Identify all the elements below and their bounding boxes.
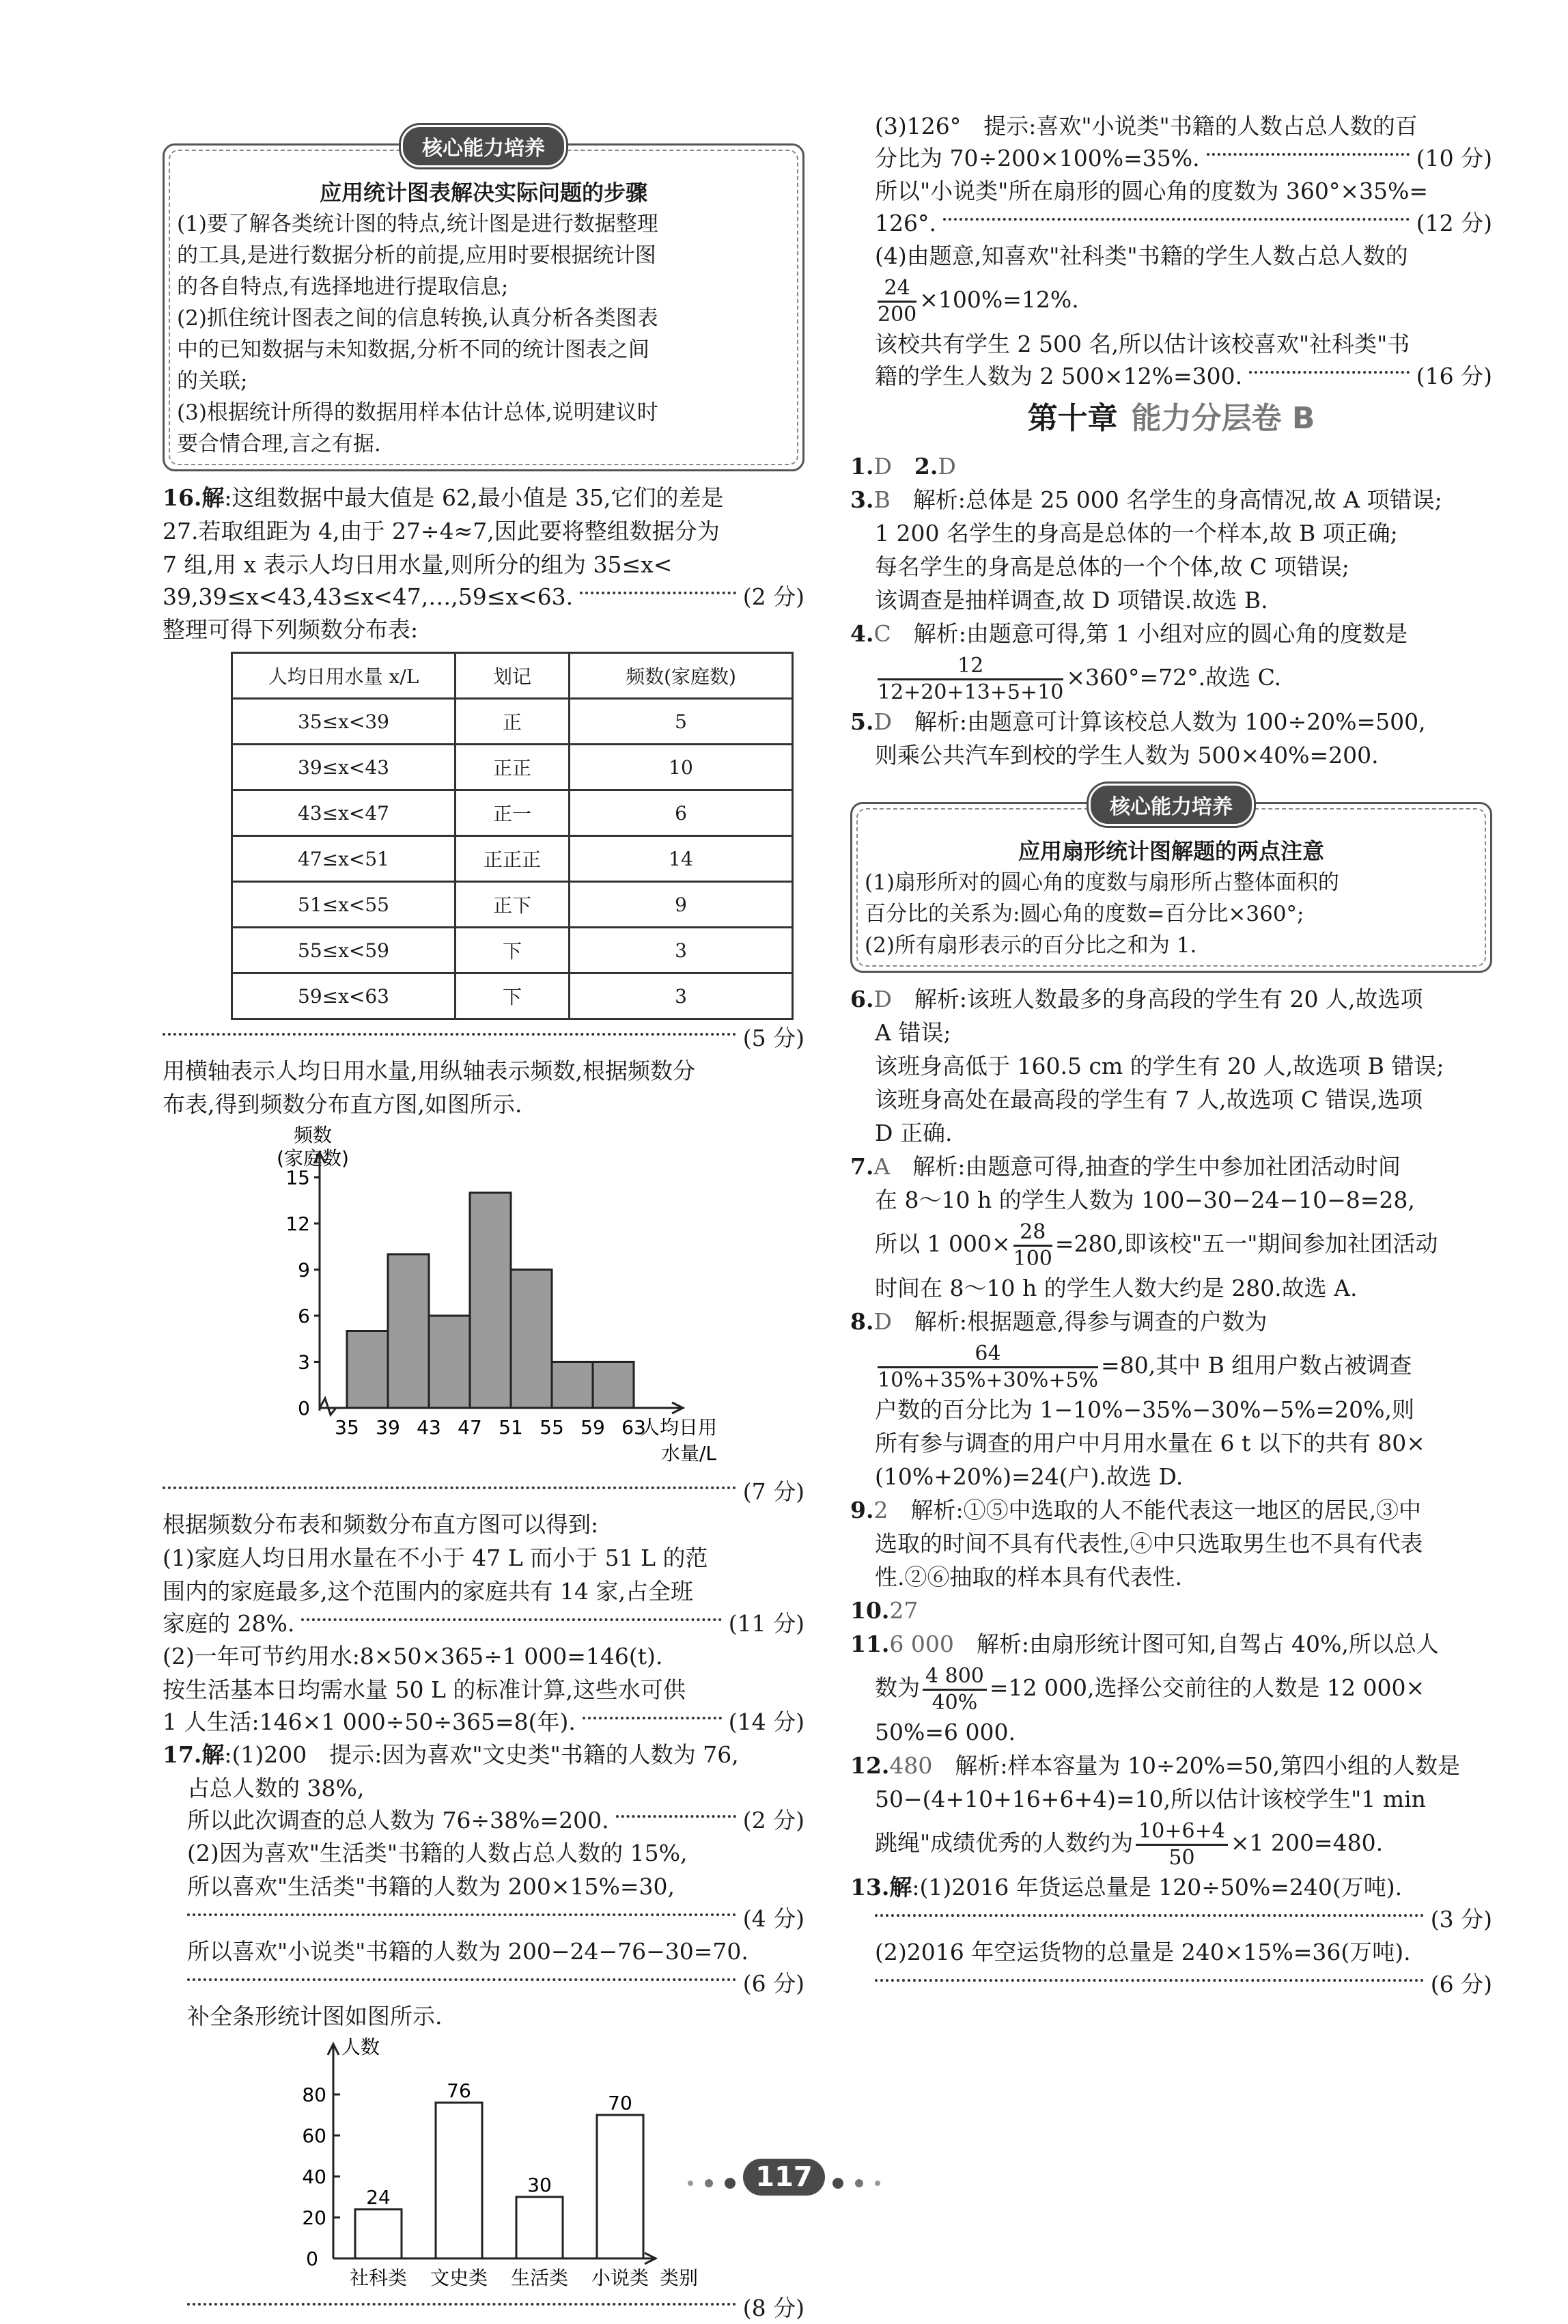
bar-value-label: 24 <box>366 2186 391 2209</box>
decor-dot <box>832 2178 843 2189</box>
hist-x-tick-label: 51 <box>499 1416 523 1439</box>
decor-dot <box>688 2181 693 2186</box>
fraction <box>878 654 1063 705</box>
question-number: 10. <box>850 1597 890 1624</box>
table-row <box>232 973 793 1019</box>
table-cell: 43≤x<47 <box>232 790 456 836</box>
analysis-text: 解析:由题意可得,第 1 小组对应的圆心角的度数是 <box>913 620 1408 647</box>
analysis-line: 每名学生的身高是总体的一个个体,故 C 项错误; <box>875 553 1349 580</box>
score-line <box>163 1968 804 2000</box>
score: (6 分) <box>742 1970 804 1997</box>
q16-text: 家庭的 28%. <box>163 1610 295 1637</box>
answer-letter: D <box>873 708 892 735</box>
answer-5 <box>850 705 1492 738</box>
answer-13 <box>850 1870 1492 1904</box>
hist-x-tick-label: 59 <box>580 1416 605 1439</box>
q17b-text: 籍的学生人数为 2 500×12%=300. <box>875 363 1243 389</box>
right-column <box>850 109 1492 2000</box>
question-number: 8. <box>850 1308 874 1335</box>
table-cell: 3 <box>570 928 793 973</box>
table-row <box>232 836 793 882</box>
q17b-text: 126°. <box>875 210 936 236</box>
hist-bar <box>593 1362 634 1409</box>
tip-box-statistics-steps <box>163 137 804 471</box>
table-cell: 正正 <box>456 745 570 790</box>
bar-category-label: 生活类 <box>510 2267 569 2289</box>
table-cell: 正正正 <box>456 836 570 882</box>
analysis-line: D 正确. <box>875 1120 953 1146</box>
question-number: 7. <box>850 1153 874 1180</box>
bar-ylabel: 人数 <box>341 2036 380 2058</box>
hist-bar <box>511 1270 552 1409</box>
score-line <box>850 1969 1492 2000</box>
fraction <box>923 1664 987 1715</box>
score: (14 分) <box>728 1709 804 1735</box>
bar-category-label: 社科类 <box>349 2267 408 2289</box>
hist-axis-break <box>320 1398 336 1415</box>
table-cell: 10 <box>570 745 793 790</box>
score: (5 分) <box>742 1025 804 1051</box>
score-line <box>850 1904 1492 1935</box>
hist-x-tick-label: 43 <box>417 1416 441 1439</box>
decor-dot <box>705 2179 713 2187</box>
analysis-text: 解析:由题意可得,抽查的学生中参加社团活动时间 <box>912 1153 1401 1180</box>
bar-value-label: 30 <box>527 2174 552 2196</box>
question-number: 11. <box>850 1631 890 1657</box>
analysis-text: 解析:样本容量为 10÷20%=50,第四小组的人数是 <box>955 1752 1461 1779</box>
analysis-line: 选取的时间不具有代表性,④中只选取男生也不具有代表 <box>875 1530 1423 1557</box>
tip-line: 的工具,是进行数据分析的前提,应用时要根据统计图 <box>177 243 656 268</box>
analysis-text: =80,其中 B 组用户数占被调查 <box>1101 1352 1412 1379</box>
q17b-text: ×100%=12%. <box>919 286 1079 313</box>
hist-y-tick-label: 12 <box>285 1213 310 1235</box>
answer-1-2 <box>850 449 1492 483</box>
fraction-denominator: 40% <box>932 1690 978 1715</box>
analysis-line: 在 8～10 h 的学生人数为 100−30−24−10−8=28, <box>875 1187 1415 1213</box>
leader-dots <box>1207 153 1410 156</box>
table-row <box>232 790 793 836</box>
analysis-text: =280,即该校"五一"期间参加社团活动 <box>1054 1230 1438 1257</box>
analysis-line: 50%=6 000. <box>875 1719 1016 1745</box>
analysis-text: 解析:该班人数最多的身高段的学生有 20 人,故选项 <box>914 986 1423 1012</box>
fraction-denominator: 200 <box>878 302 917 327</box>
question-number: 2. <box>914 453 938 480</box>
q16-conclusion: 根据频数分布表和频数分布直方图可以得到: <box>163 1511 599 1538</box>
tip-line: 的各自特点,有选择地进行提取信息; <box>177 275 509 299</box>
analysis-fraction-line <box>850 650 1492 705</box>
answer-letter: A <box>873 1153 891 1180</box>
answer-letter: B <box>873 486 891 513</box>
analysis-line: 该调查是抽样调查,故 D 项错误.故选 B. <box>875 587 1268 613</box>
analysis-line: 1 200 名学生的身高是总体的一个样本,故 B 项正确; <box>875 520 1398 547</box>
analysis-text: =12 000,选择公交前往的人数是 12 000× <box>989 1674 1425 1701</box>
answer-6 <box>850 982 1492 1016</box>
analysis-text: 解析:根据题意,得参与调查的户数为 <box>914 1308 1268 1335</box>
analysis-line: (10%+20%)=24(户).故选 D. <box>875 1463 1184 1490</box>
table-row <box>232 882 793 928</box>
q16-line <box>163 481 804 514</box>
answer-7 <box>850 1150 1492 1183</box>
analysis-text: 数为 <box>875 1674 920 1701</box>
score-line <box>163 1023 804 1054</box>
tip-line: (2)抓住统计图表之间的信息转换,认真分析各类图表 <box>177 306 658 331</box>
fraction-numerator: 4 800 <box>923 1664 987 1691</box>
q16-text: :这组数据中最大值是 62,最小值是 35,它们的差是 <box>224 484 724 511</box>
analysis-line: 所有参与调查的用户中月用水量在 6 t 以下的共有 80× <box>875 1430 1425 1456</box>
q17-line-with-score <box>163 1805 804 1836</box>
bar-y-tick-label: 40 <box>302 2166 326 2188</box>
fraction <box>1013 1220 1052 1271</box>
answer-letter: 480 <box>889 1752 933 1779</box>
fraction-numerator: 64 <box>878 1342 1098 1368</box>
hist-ylabel: 频数 <box>293 1124 333 1146</box>
analysis-line: 50−(4+10+16+6+4)=10,所以估计该校学生"1 min <box>875 1786 1426 1812</box>
analysis-text: :(1)2016 年货运总量是 120÷50%=240(万吨). <box>912 1874 1403 1900</box>
leader-dots <box>875 1979 1424 1982</box>
hist-bar <box>552 1362 593 1409</box>
left-column <box>163 116 804 2324</box>
score-line <box>163 2293 804 2324</box>
hist-y-tick-label: 9 <box>298 1258 310 1282</box>
q16-conclusion: (1)家庭人均日用水量在不小于 47 L 而小于 51 L 的范 <box>163 1545 708 1571</box>
answer-letter: 6 000 <box>889 1631 954 1657</box>
leader-dots <box>943 218 1410 221</box>
analysis-text: 跳绳"成绩优秀的人数约为 <box>875 1829 1134 1856</box>
hist-x-tick-label: 35 <box>335 1416 359 1439</box>
answer-letter: D <box>873 986 892 1012</box>
score: (16 分) <box>1416 363 1492 389</box>
q17b-line-with-score <box>850 208 1492 239</box>
tip-title: 应用统计图表解决实际问题的步骤 <box>319 180 647 206</box>
table-cell: 47≤x<51 <box>232 836 456 882</box>
bar <box>355 2209 402 2258</box>
analysis-line: (2)2016 年空运货物的总量是 240×15%=36(万吨). <box>875 1939 1411 1965</box>
answer-3 <box>850 483 1492 516</box>
q16-hist-text: 用横轴表示人均日用水量,用纵轴表示频数,根据频数分 <box>163 1057 695 1084</box>
bar <box>516 2197 563 2258</box>
q17-line <box>163 1738 804 1771</box>
analysis-fraction-line <box>850 1217 1492 1271</box>
answer-letter: C <box>873 620 891 647</box>
bar-y-tick-label: 0 <box>306 2247 318 2270</box>
table-cell: 正一 <box>456 790 570 836</box>
tip-line: (2)所有扇形表示的百分比之和为 1. <box>865 933 1197 958</box>
q17b-fraction-line <box>850 273 1492 327</box>
hist-bar <box>388 1254 429 1408</box>
answer-letter: D <box>873 1308 892 1335</box>
fraction <box>1136 1819 1228 1870</box>
score: (7 分) <box>742 1478 804 1505</box>
answer-8 <box>850 1305 1492 1338</box>
q17b-line-with-score <box>850 361 1492 392</box>
q16-conclusion: (2)一年可节约用水:8×50×365÷1 000=146(t). <box>163 1643 663 1670</box>
analysis-fraction-line <box>850 1816 1492 1870</box>
analysis-text: 解析:总体是 25 000 名学生的身高情况,故 A 项错误; <box>912 486 1442 513</box>
question-number: 3. <box>850 486 874 513</box>
table-cell: 39≤x<43 <box>232 745 456 790</box>
q16-text: 1 人生活:146×1 000÷50÷365=8(年). <box>163 1709 576 1735</box>
tip-badge: 核心能力培养 <box>1089 784 1254 826</box>
analysis-line: A 错误; <box>875 1019 951 1046</box>
q17b-line-with-score <box>850 143 1492 174</box>
q17-text: 所以此次调查的总人数为 76÷38%=200. <box>187 1807 609 1834</box>
score: (6 分) <box>1430 1971 1492 1997</box>
score: (3 分) <box>1430 1906 1492 1933</box>
q16-line-with-score <box>163 581 804 613</box>
table-header: 划记 <box>456 653 570 699</box>
q17b-line: 该校共有学生 2 500 名,所以估计该校喜欢"社科类"书 <box>875 331 1410 357</box>
analysis-fraction-line <box>850 1661 1492 1715</box>
chapter-heading <box>850 395 1492 443</box>
table-cell: 59≤x<63 <box>232 973 456 1019</box>
leader-dots <box>187 1913 736 1916</box>
q16-table-intro: 整理可得下列频数分布表: <box>163 616 419 643</box>
analysis-line: 户数的百分比为 1−10%−35%−30%−5%=20%,则 <box>875 1396 1414 1423</box>
hist-bar <box>429 1316 470 1408</box>
leader-dots <box>301 1618 721 1621</box>
leader-dots <box>580 592 736 594</box>
analysis-text: 解析:①⑤中选取的人不能代表这一地区的居民,③中 <box>910 1497 1422 1523</box>
analysis-line: 时间在 8～10 h 的学生人数大约是 280.故选 A. <box>875 1275 1358 1301</box>
question-number: 4. <box>850 620 874 647</box>
question-number: 13.解 <box>850 1874 912 1900</box>
q16-hist-text: 布表,得到频数分布直方图,如图所示. <box>163 1091 522 1118</box>
table-row <box>232 745 793 790</box>
hist-x-tick-label: 63 <box>621 1416 646 1439</box>
table-cell: 下 <box>456 973 570 1019</box>
score: (2 分) <box>742 583 804 610</box>
hist-xlabel: 人均日用 <box>641 1416 718 1439</box>
score-line <box>163 1476 804 1508</box>
table-cell: 9 <box>570 882 793 928</box>
question-number: 6. <box>850 986 874 1012</box>
fraction-numerator: 10+6+4 <box>1136 1819 1228 1846</box>
fraction-denominator: 50 <box>1168 1845 1195 1870</box>
q17-line: 占总人数的 38%, <box>187 1775 365 1801</box>
leader-dots <box>875 1914 1424 1917</box>
leader-dots <box>187 2303 736 2306</box>
leader-dots <box>616 1815 736 1818</box>
table-cell: 55≤x<59 <box>232 928 456 973</box>
fraction-numerator: 12 <box>878 654 1063 680</box>
table-cell: 14 <box>570 836 793 882</box>
answer-letter: 27 <box>889 1597 919 1624</box>
answer-12 <box>850 1749 1492 1782</box>
analysis-text: 所以 1 000× <box>875 1230 1011 1257</box>
leader-dots <box>1249 371 1410 374</box>
answer-4 <box>850 617 1492 650</box>
q16-line-with-score <box>163 1608 804 1640</box>
tip-line: 要合情合理,言之有据. <box>177 432 381 456</box>
answer-letter: 2 <box>873 1497 888 1523</box>
answer-letter: D <box>873 453 892 480</box>
page-number <box>661 2159 907 2196</box>
fraction-denominator: 10%+35%+30%+5% <box>878 1368 1099 1392</box>
hist-xlabel: 水量/L <box>661 1442 717 1465</box>
table-header: 人均日用水量 x/L <box>232 653 456 699</box>
q16-line: 7 组,用 x 表示人均日用水量,则所分的组为 35≤x< <box>163 551 673 578</box>
page-number-text: 117 <box>743 2159 825 2196</box>
bar-category-label: 文史类 <box>430 2267 488 2289</box>
analysis-fraction-line <box>850 1338 1492 1393</box>
score: (2 分) <box>742 1807 804 1834</box>
leader-dots <box>163 1486 736 1489</box>
bar-y-tick-label: 80 <box>302 2084 326 2106</box>
bar <box>597 2115 643 2258</box>
fraction <box>878 1342 1098 1393</box>
fraction-numerator: 28 <box>1013 1220 1052 1247</box>
analysis-line: 则乘公共汽车到校的学生人数为 500×40%=200. <box>875 742 1379 769</box>
tip-line: (1)扇形所对的圆心角的度数与扇形所占整体面积的 <box>865 870 1339 895</box>
analysis-text: 解析:由题意可计算该校总人数为 100÷20%=500, <box>914 708 1426 735</box>
q17-text: :(1)200 提示:因为喜欢"文史类"书籍的人数为 76, <box>224 1741 739 1768</box>
hist-x-tick-label: 39 <box>376 1416 400 1439</box>
table-header-row <box>232 653 793 699</box>
histogram-chart <box>163 1121 804 1476</box>
answer-letter: D <box>938 453 956 480</box>
score: (12 分) <box>1416 210 1492 236</box>
analysis-text: ×360°=72°.故选 C. <box>1066 664 1282 691</box>
answer-9 <box>850 1493 1492 1527</box>
score: (4 分) <box>742 1905 804 1932</box>
hist-ylabel: (家庭数) <box>277 1147 349 1170</box>
q16-text: 39,39≤x<43,43≤x<47,…,59≤x<63. <box>163 583 574 610</box>
score-line <box>163 1903 804 1935</box>
hist-y-tick-label: 0 <box>298 1397 310 1420</box>
tip-line: 的关联; <box>177 369 248 393</box>
q16-conclusion: 围内的家庭最多,这个范围内的家庭共有 14 家,占全班 <box>163 1578 693 1605</box>
bar-category-label: 小说类 <box>591 2267 649 2289</box>
score: (10 分) <box>1416 145 1492 171</box>
q16-line: 27.若取组距为 4,由于 27÷4≈7,因此要将整组数据分为 <box>163 518 720 544</box>
bar-y-tick-label: 60 <box>302 2125 326 2147</box>
chapter-title: 第十章 <box>1027 401 1118 436</box>
question-number: 12. <box>850 1752 890 1779</box>
hist-x-tick-label: 47 <box>458 1416 482 1439</box>
analysis-line: 该班身高低于 160.5 cm 的学生有 20 人,故选项 B 错误; <box>875 1053 1444 1079</box>
bar <box>436 2103 482 2258</box>
tip-line: 百分比的关系为:圆心角的度数=百分比×360°; <box>865 902 1304 926</box>
tip-box-pie-chart <box>850 795 1492 973</box>
hist-bar <box>347 1331 388 1409</box>
frequency-table <box>231 652 794 1020</box>
bar-value-label: 70 <box>608 2092 632 2114</box>
bar-y-tick-label: 20 <box>302 2207 326 2229</box>
table-row <box>232 928 793 973</box>
hist-y-tick-label: 6 <box>298 1305 310 1327</box>
q17b-text: 分比为 70÷200×100%=35%. <box>875 145 1200 171</box>
q16-conclusion: 按生活基本日均需水量 50 L 的标准计算,这些水可供 <box>163 1676 686 1703</box>
answer-11 <box>850 1627 1492 1661</box>
table-cell: 下 <box>456 928 570 973</box>
bar-value-label: 76 <box>447 2079 471 2102</box>
leader-dots <box>163 1033 736 1036</box>
question-number: 5. <box>850 708 874 735</box>
tip-line: (3)根据统计所得的数据用样本估计总体,说明建议时 <box>177 400 658 425</box>
q16-line-with-score <box>163 1706 804 1738</box>
fraction-denominator: 12+20+13+5+10 <box>878 680 1064 704</box>
score: (8 分) <box>742 2295 804 2321</box>
chapter-subtitle: 能力分层卷 B <box>1131 401 1315 436</box>
answer-10 <box>850 1594 1492 1627</box>
analysis-text: ×1 200=480. <box>1230 1829 1384 1856</box>
fraction-numerator: 24 <box>878 276 916 303</box>
table-header: 频数(家庭数) <box>570 653 793 699</box>
leader-dots <box>583 1717 722 1719</box>
hist-x-tick-label: 55 <box>540 1416 564 1439</box>
q17-line: 所以喜欢"生活类"书籍的人数为 200×15%=30, <box>187 1873 675 1900</box>
table-cell: 正 <box>456 699 570 745</box>
q17b-line: 所以"小说类"所在扇形的圆心角的度数为 360°×35%= <box>875 178 1428 204</box>
hist-y-tick-label: 15 <box>285 1166 310 1189</box>
analysis-line: 性.②⑥抽取的样本具有代表性. <box>875 1564 1182 1590</box>
q17-line: 所以喜欢"小说类"书籍的人数为 200−24−76−30=70. <box>187 1938 748 1965</box>
fraction <box>878 276 916 327</box>
tip-line: 中的已知数据与未知数据,分析不同的统计图表之间 <box>177 337 649 362</box>
leader-dots <box>187 1978 736 1981</box>
analysis-line: 该班身高处在最高段的学生有 7 人,故选项 C 错误,选项 <box>875 1086 1423 1113</box>
tip-line: (1)要了解各类统计图的特点,统计图是进行数据整理 <box>177 212 658 236</box>
question-number: 1. <box>850 453 874 480</box>
q17b-line: (3)126° 提示:喜欢"小说类"书籍的人数占总人数的百 <box>875 113 1418 139</box>
table-row <box>232 699 793 745</box>
table-cell: 5 <box>570 699 793 745</box>
analysis-text: 解析:由扇形统计图可知,自驾占 40%,所以总人 <box>976 1631 1439 1657</box>
table-cell: 35≤x<39 <box>232 699 456 745</box>
table-cell: 正下 <box>456 882 570 928</box>
decor-dot <box>875 2181 880 2186</box>
q16-number: 16.解 <box>163 484 225 511</box>
question-number: 9. <box>850 1497 874 1523</box>
decor-dot <box>725 2178 736 2189</box>
hist-y-tick-label: 3 <box>298 1351 310 1374</box>
fraction-denominator: 100 <box>1013 1246 1052 1271</box>
q17-line: (2)因为喜欢"生活类"书籍的人数占总人数的 15%, <box>187 1840 688 1866</box>
table-cell: 3 <box>570 973 793 1019</box>
hist-bar <box>470 1193 511 1408</box>
table-cell: 6 <box>570 790 793 836</box>
score: (11 分) <box>728 1610 804 1637</box>
tip-badge: 核心能力培养 <box>401 125 566 167</box>
q17-number: 17.解 <box>163 1741 225 1768</box>
decor-dot <box>855 2179 863 2187</box>
bar-xlabel: 类别 <box>660 2267 699 2289</box>
table-cell: 51≤x<55 <box>232 882 456 928</box>
tip-title: 应用扇形统计图解题的两点注意 <box>1018 838 1324 864</box>
q17-line: 补全条形统计图如图所示. <box>187 2003 443 2030</box>
q17b-line: (4)由题意,知喜欢"社科类"书籍的学生人数占总人数的 <box>875 243 1408 269</box>
